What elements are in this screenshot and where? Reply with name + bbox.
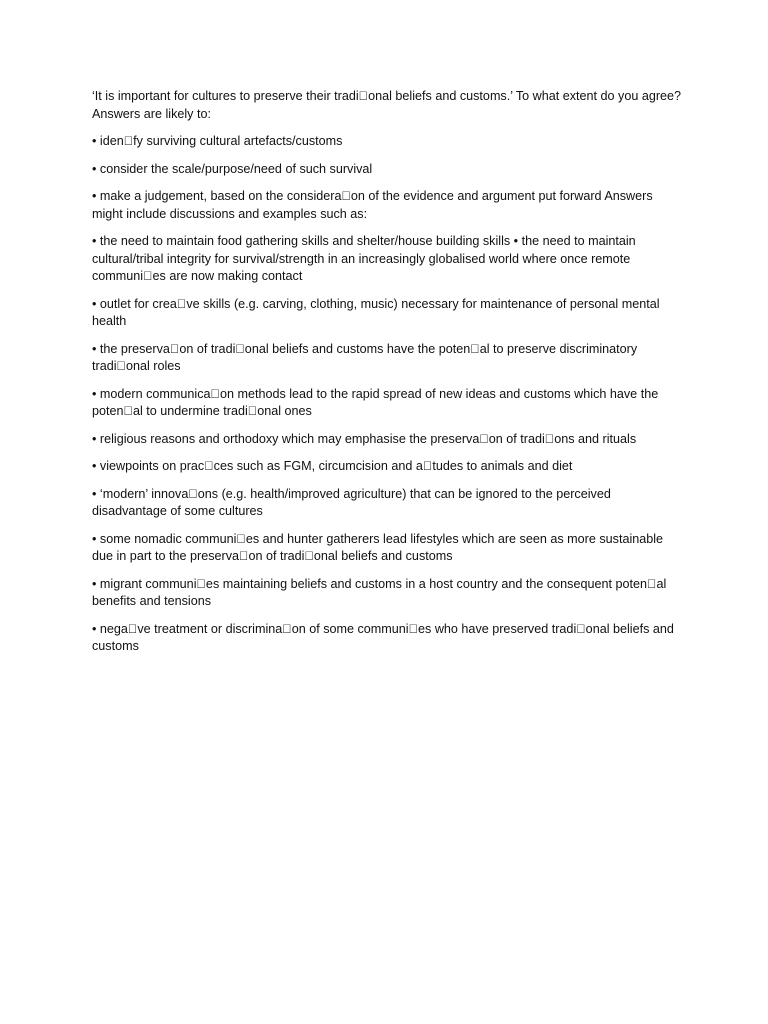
bullet-point: • iden􀆟fy surviving cultural artefacts/customs [92, 134, 343, 148]
bullet-point: • the preserva􀆟on of tradi􀆟onal beliefs and customs have the poten􀆟al to preserve discriminatory tradi􀆟onal roles [92, 341, 638, 373]
bullet-point: • consider the scale/purpose/need of such survival [92, 161, 373, 176]
bullet-point: • outlet for crea􀆟ve skills (e.g. carving, clothing, music) necessary for maintenance of personal mental health [92, 296, 660, 328]
bullet-point: • ‘modern’ innova􀆟ons (e.g. health/improved agriculture) that can be ignored to the perceived disadvantage of some cultures [92, 486, 611, 518]
bullet-point: • migrant communi􀆟es maintaining beliefs and customs in a host country and the consequent poten􀆟al benefits and tensions [92, 576, 667, 608]
intro-paragraph: ‘It is important for cultures to preserve their tradi􀆟onal beliefs and customs.’ To what extent do you agree? Answers are likely to: [92, 89, 682, 121]
bullet-point: • make a judgement, based on the considera􀆟on of the evidence and argument put forward Answers might include discussions and examples such as: [92, 189, 653, 221]
bullet-point: • viewpoints on prac􀆟ces such as FGM, circumcision and a􀆫tudes to animals and diet [92, 459, 573, 473]
bullet-point: • nega􀆟ve treatment or discrimina􀆟on of some communi􀆟es who have preserved tradi􀆟onal beliefs and customs [92, 621, 674, 653]
bullet-point: • the need to maintain food gathering skills and shelter/house building skills • the need to maintain cultural/tribal integrity for survival/strength in an increasingly globalised world where once remote communi􀆟es are now making contact [92, 234, 636, 283]
document-page [92, 88, 682, 656]
bullet-point: • religious reasons and orthodoxy which may emphasise the preserva􀆟on of tradi􀆟ons and rituals [92, 431, 637, 446]
bullet-point: • modern communica􀆟on methods lead to the rapid spread of new ideas and customs which have the poten􀆟al to undermine tradi􀆟onal ones [92, 386, 659, 418]
bullet-point: • some nomadic communi􀆟es and hunter gatherers lead lifestyles which are seen as more sustainable due in part to the preserva􀆟on of tradi􀆟onal beliefs and customs [92, 531, 664, 563]
